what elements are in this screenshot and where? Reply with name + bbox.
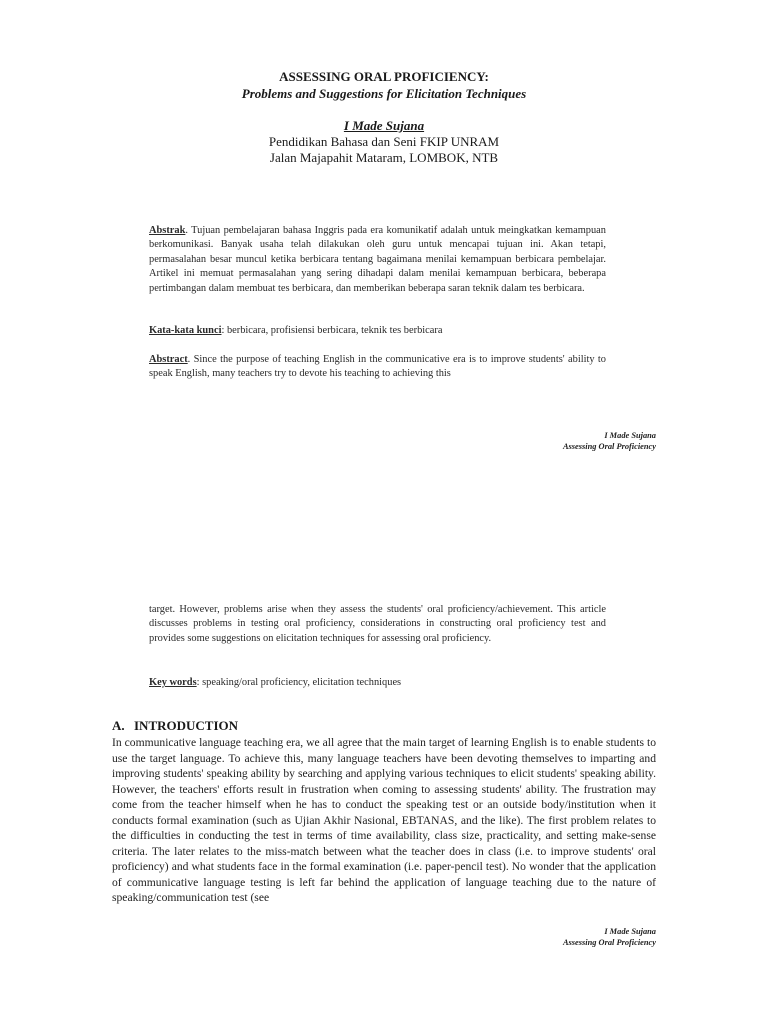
abstract-en-label: Abstract [149, 354, 188, 365]
abstract-id-text: . Tujuan pembelajaran bahasa Inggris pada era komunikatif adalah untuk meingkatkan kemampuan berkomunikasi. Banyak usaha telah dilakukan oleh guru untuk mencapai tujuan ini. Akan tetapi, permasalahan besar muncul ketika berbicara tentang bagaimana menilai kemampuan berbicara pembelajar. Artikel ini memuat permasalahan yang sering dihadapi dalam menilai kemampuan berbicara, beberapa pertimbangan dalam membuat tes berbicara, dan memberikan beberapa saran teknik dalam tes berbicara. [149, 225, 606, 294]
keywords-indonesian [149, 324, 606, 338]
footer-title: Assessing Oral Proficiency [562, 442, 656, 451]
affiliation-line-1: Pendidikan Bahasa dan Seni FKIP UNRAM [268, 134, 500, 149]
abstract-english-part-2: target. However, problems arise when they assess the students' oral proficiency/achievement. This article discusses problems in testing oral proficiency, considerations in constructing oral proficiency test and provides some suggestions on elicitation techniques for assessing oral proficiency. [149, 604, 606, 644]
page-footer-1 [563, 430, 656, 452]
keywords-en-label: Key words [149, 677, 197, 688]
footer-author: I Made Sujana [604, 927, 656, 936]
abstract-english-part-1 [149, 353, 606, 382]
section-title: INTRODUCTION [134, 718, 239, 733]
author-name: I Made Sujana [343, 118, 425, 133]
section-heading-introduction [112, 718, 238, 734]
affiliation-line-2: Jalan Majapahit Mataram, LOMBOK, NTB [269, 150, 499, 165]
paper-subtitle: Problems and Suggestions for Elicitation Techniques [241, 86, 527, 101]
abstract-id-label: Abstrak [149, 225, 186, 236]
abstract-indonesian [149, 224, 606, 296]
paper-title: ASSESSING ORAL PROFICIENCY: [279, 69, 489, 84]
page-footer-2 [563, 926, 656, 948]
keywords-english [149, 676, 606, 690]
keywords-id-label: Kata-kata kunci [149, 325, 222, 336]
footer-author: I Made Sujana [604, 431, 656, 440]
footer-title: Assessing Oral Proficiency [562, 938, 656, 947]
abstract-en-text-1: . Since the purpose of teaching English in the communicative era is to improve students' ability to speak English, many teachers try to devote his teaching to achieving this [149, 354, 606, 380]
section-number: A. [112, 718, 125, 733]
keywords-id-text: : berbicara, profisiensi berbicara, teknik tes berbicara [221, 325, 443, 336]
keywords-en-text: : speaking/oral proficiency, elicitation techniques [196, 677, 402, 688]
introduction-paragraph: In communicative language teaching era, we all agree that the main target of learning English is to enable students to use the target language. To achieve this, many language teachers have been devoting themselves to imparting and improving students' speaking ability by searching and applying various techniques to elicit students' speaking ability. However, the teachers' efforts result in frustration when coming to assessing students' ability. The frustration may come from the teacher himself when he has to conduct the speaking test or an outside body/institution when it conducts formal examination (such as Ujian Akhir Nasional, EBTANAS, and the like). The first problem relates to the difficulties in conducting the test in terms of time availability, class size, practicality, and setting make-sense criteria. The later relates to the miss-match between what the teacher does in class (i.e. to improve students' oral proficiency) and what students face in the formal examination (i.e. paper-pencil test). No wonder that the application of communicative language testing is left far behind the application of language teaching due to the nature of speaking/communication test (see [112, 736, 656, 904]
